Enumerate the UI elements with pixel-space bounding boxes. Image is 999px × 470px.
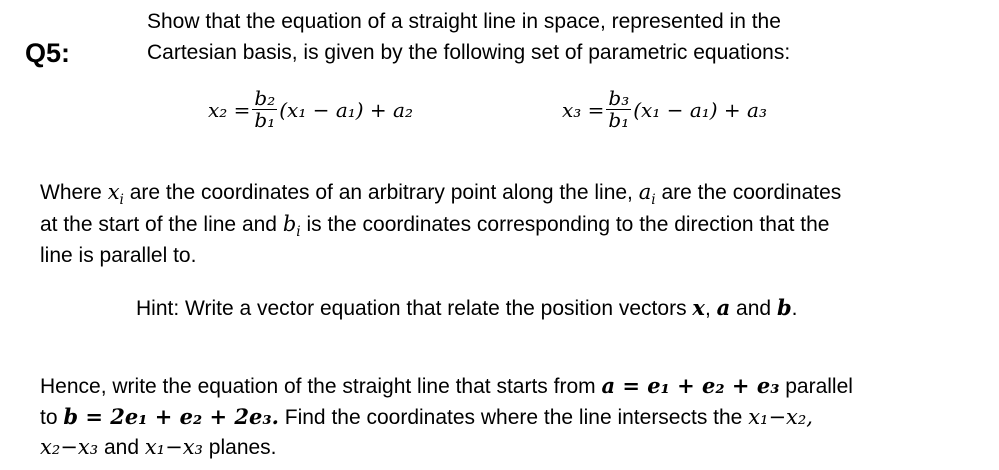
plane-x1-x2: x₁−x₂, (748, 405, 813, 429)
where-line-1 (40, 180, 841, 208)
equation-x3-denominator: b₁ (608, 108, 630, 132)
equation-x3-numerator: b₃ (608, 86, 630, 110)
question-label: Q5: (25, 38, 71, 68)
hint-text: and (730, 297, 777, 320)
math-sub-i: i (296, 224, 301, 241)
math-sub-i: i (651, 192, 656, 209)
vector-b-definition: b = 2e₁ + e₂ + 2e₃. (63, 404, 279, 429)
hence-text: planes. (202, 436, 277, 459)
vector-a: a (716, 295, 731, 320)
hence-text: parallel (779, 375, 853, 398)
equation-x2-numerator: b₂ (254, 86, 276, 110)
math-sub-i: i (119, 192, 124, 209)
math-a: a (638, 180, 652, 204)
intro-line-2: Cartesian basis, is given by the following set of parametric equations: (147, 41, 791, 64)
equation-x2-lhs: x₂ = (208, 97, 251, 122)
equation-x2 (208, 88, 413, 131)
where-line-2 (40, 212, 829, 240)
where-text: Where (40, 181, 108, 204)
hence-line-3 (40, 435, 277, 460)
where-line-3: line is parallel to. (40, 244, 197, 267)
hence-text: to (40, 406, 64, 429)
hence-line-2 (40, 404, 813, 430)
where-text: are the coordinates (655, 181, 842, 204)
equation-x3-lhs: x₃ = (562, 97, 605, 122)
where-text: at the start of the line and (40, 213, 283, 236)
vector-a-definition: a = e₁ + e₂ + e₃ (601, 373, 780, 398)
equation-x2-denominator: b₁ (254, 108, 276, 132)
intro-line-1: Show that the equation of a straight line in space, represented in the (147, 10, 781, 33)
hint-text: . (791, 297, 798, 320)
equation-x3-rhs: (x₁ − a₁) + a₃ (633, 97, 767, 122)
equation-x3-fraction (606, 88, 631, 131)
vector-b: b (776, 295, 792, 320)
vector-x: x (692, 295, 705, 320)
hence-text: Hence, write the equation of the straight line that starts from (40, 375, 602, 398)
equation-x2-rhs: (x₁ − a₁) + a₂ (279, 97, 413, 122)
hint-text: Hint: Write a vector equation that relate the position vectors (136, 297, 693, 320)
equation-x3 (562, 88, 767, 131)
math-x: x (107, 180, 120, 204)
hence-text: and (98, 436, 145, 459)
hint-text: , (704, 297, 717, 320)
where-text: are the coordinates of an arbitrary point along the line, (123, 181, 639, 204)
math-b: b (282, 212, 297, 236)
plane-x2-x3: x₂−x₃ (40, 435, 99, 459)
plane-x1-x3: x₁−x₃ (144, 435, 203, 459)
hence-text: Find the coordinates where the line intersects the (278, 406, 749, 429)
where-text: is the coordinates corresponding to the direction that the (300, 213, 830, 236)
hence-line-1 (40, 373, 853, 399)
hint-line (136, 295, 797, 321)
equation-x2-fraction (252, 88, 277, 131)
